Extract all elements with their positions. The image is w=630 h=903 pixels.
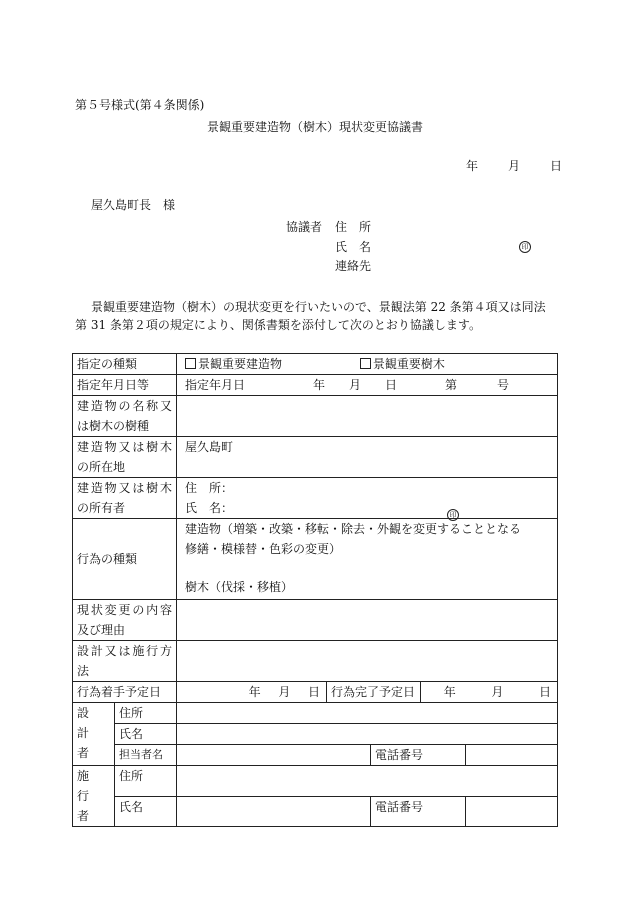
form-title: 景観重要建造物（樹木）現状変更協議書 — [207, 120, 424, 134]
designer-address-value[interactable] — [177, 703, 558, 724]
table-row — [73, 745, 558, 766]
name-label — [73, 396, 177, 437]
reason-label-line1: 現状変更の内容 — [77, 603, 173, 617]
location-value-text: 屋久島町 — [185, 440, 234, 454]
name-label-line1: 建造物の名称又 — [77, 399, 173, 413]
constructor-phone-value[interactable] — [466, 796, 558, 827]
location-value[interactable] — [177, 437, 558, 478]
number-suffix: 号 — [497, 378, 510, 392]
constructor-label-line1: 施 行 — [77, 769, 102, 803]
act-type-building: 建造物（増築・改築・移転・除去・外観を変更することとなる — [185, 522, 522, 536]
location-label — [73, 437, 177, 478]
applicant-name-label: 氏 名 — [335, 240, 372, 254]
reason-label-line2: 及び理由 — [77, 623, 126, 637]
designer-name-value[interactable] — [177, 724, 558, 745]
consultation-form-table — [72, 353, 558, 827]
end-date-value[interactable] — [421, 682, 558, 703]
date-year: 年 — [313, 378, 326, 392]
constructor-phone-label: 電話番号 — [371, 796, 466, 827]
name-label-line2: は樹木の樹種 — [77, 419, 150, 433]
end-year: 年 — [443, 685, 456, 699]
method-value[interactable] — [177, 641, 558, 682]
date-year: 年 — [466, 159, 479, 173]
constructor-address-value[interactable] — [177, 766, 558, 797]
designer-label-line1: 設 計 — [77, 706, 102, 740]
table-row — [73, 519, 558, 600]
seal-icon: 印 — [519, 241, 531, 253]
date-month: 月 — [349, 378, 362, 392]
constructor-name-label: 氏名 — [115, 796, 177, 827]
seal-mark — [519, 238, 531, 253]
owner-label-line2: の所有者 — [77, 501, 126, 515]
date-line — [466, 157, 562, 174]
designer-person-value[interactable] — [177, 745, 371, 766]
owner-address-label: 住 所： — [185, 481, 234, 495]
constructor-label — [73, 766, 115, 827]
form-number: 第５号様式(第４条関係) — [75, 98, 205, 112]
designation-date-label: 指定年月日等 — [73, 375, 177, 396]
owner-value[interactable] — [177, 478, 558, 519]
date-month: 月 — [508, 159, 521, 173]
seal-icon: 印 — [447, 509, 459, 521]
reason-label — [73, 600, 177, 641]
applicant-label: 協議者 — [286, 220, 323, 234]
designer-person-label: 担当者名 — [115, 745, 177, 766]
act-type-tree: 樹木（伐採・移植） — [185, 580, 294, 594]
act-type-building-cont: 修繕・模様替・色彩の変更） — [185, 542, 342, 556]
start-day: 日 — [308, 685, 321, 699]
applicant-contact-label: 連絡先 — [335, 259, 372, 273]
method-label-line1: 設計又は施行方 — [77, 644, 173, 658]
body-text-line1: 景観重要建造物（樹木）の現状変更を行いたいので、景観法第 22 条第４項又は同法 — [91, 300, 546, 314]
option-tree[interactable] — [360, 357, 445, 371]
end-date-label: 行為完了予定日 — [327, 682, 421, 703]
table-row — [73, 354, 558, 375]
method-label-line2: 法 — [77, 664, 90, 678]
type-options — [177, 354, 558, 375]
table-row — [73, 478, 558, 519]
owner-name-label: 氏 名： — [185, 501, 234, 515]
table-row — [73, 796, 558, 827]
owner-label — [73, 478, 177, 519]
location-label-line1: 建造物又は樹木 — [77, 440, 173, 454]
end-month: 月 — [491, 685, 504, 699]
designation-date-sublabel: 指定年月日 — [185, 378, 246, 392]
designer-address-label: 住所 — [115, 703, 177, 724]
designer-phone-label: 電話番号 — [371, 745, 466, 766]
location-label-line2: の所在地 — [77, 460, 126, 474]
end-day: 日 — [539, 685, 552, 699]
option-tree-label: 景観重要樹木 — [372, 357, 445, 371]
owner-label-line1: 建造物又は樹木 — [77, 481, 173, 495]
table-row — [73, 703, 558, 724]
start-date-value[interactable] — [177, 682, 327, 703]
option-building-label: 景観重要建造物 — [198, 357, 283, 371]
act-type-label — [73, 519, 177, 600]
designer-phone-value[interactable] — [466, 745, 558, 766]
type-label: 指定の種類 — [73, 354, 177, 375]
designer-label-line2: 者 — [77, 746, 90, 760]
act-type-value[interactable] — [177, 519, 558, 600]
date-day: 日 — [385, 378, 398, 392]
applicant-address-label: 住 所 — [335, 220, 372, 234]
table-row — [73, 375, 558, 396]
start-month: 月 — [278, 685, 291, 699]
start-date-label: 行為着手予定日 — [73, 682, 177, 703]
table-row — [73, 396, 558, 437]
designation-date-value[interactable] — [177, 375, 558, 396]
table-row — [73, 766, 558, 797]
constructor-name-value[interactable] — [177, 796, 371, 827]
table-row — [73, 600, 558, 641]
checkbox-icon[interactable] — [360, 358, 371, 369]
addressee: 屋久島町長 様 — [91, 198, 176, 212]
designer-label — [73, 703, 115, 766]
start-year: 年 — [248, 685, 261, 699]
body-text-line2: 第 31 条第２項の規定により、関係書類を添付して次のとおり協議します。 — [75, 318, 481, 332]
checkbox-icon[interactable] — [185, 358, 196, 369]
option-building[interactable] — [185, 357, 282, 371]
date-day: 日 — [550, 159, 563, 173]
table-row — [73, 682, 558, 703]
act-type-label-text: 行為の種類 — [77, 552, 138, 566]
constructor-label-line2: 者 — [77, 809, 90, 823]
designer-name-label: 氏名 — [115, 724, 177, 745]
method-label — [73, 641, 177, 682]
reason-value[interactable] — [177, 600, 558, 641]
constructor-address-label: 住所 — [115, 766, 177, 797]
table-row — [73, 641, 558, 682]
number-prefix: 第 — [445, 378, 458, 392]
table-row — [73, 724, 558, 745]
table-row — [73, 437, 558, 478]
name-value[interactable] — [177, 396, 558, 437]
